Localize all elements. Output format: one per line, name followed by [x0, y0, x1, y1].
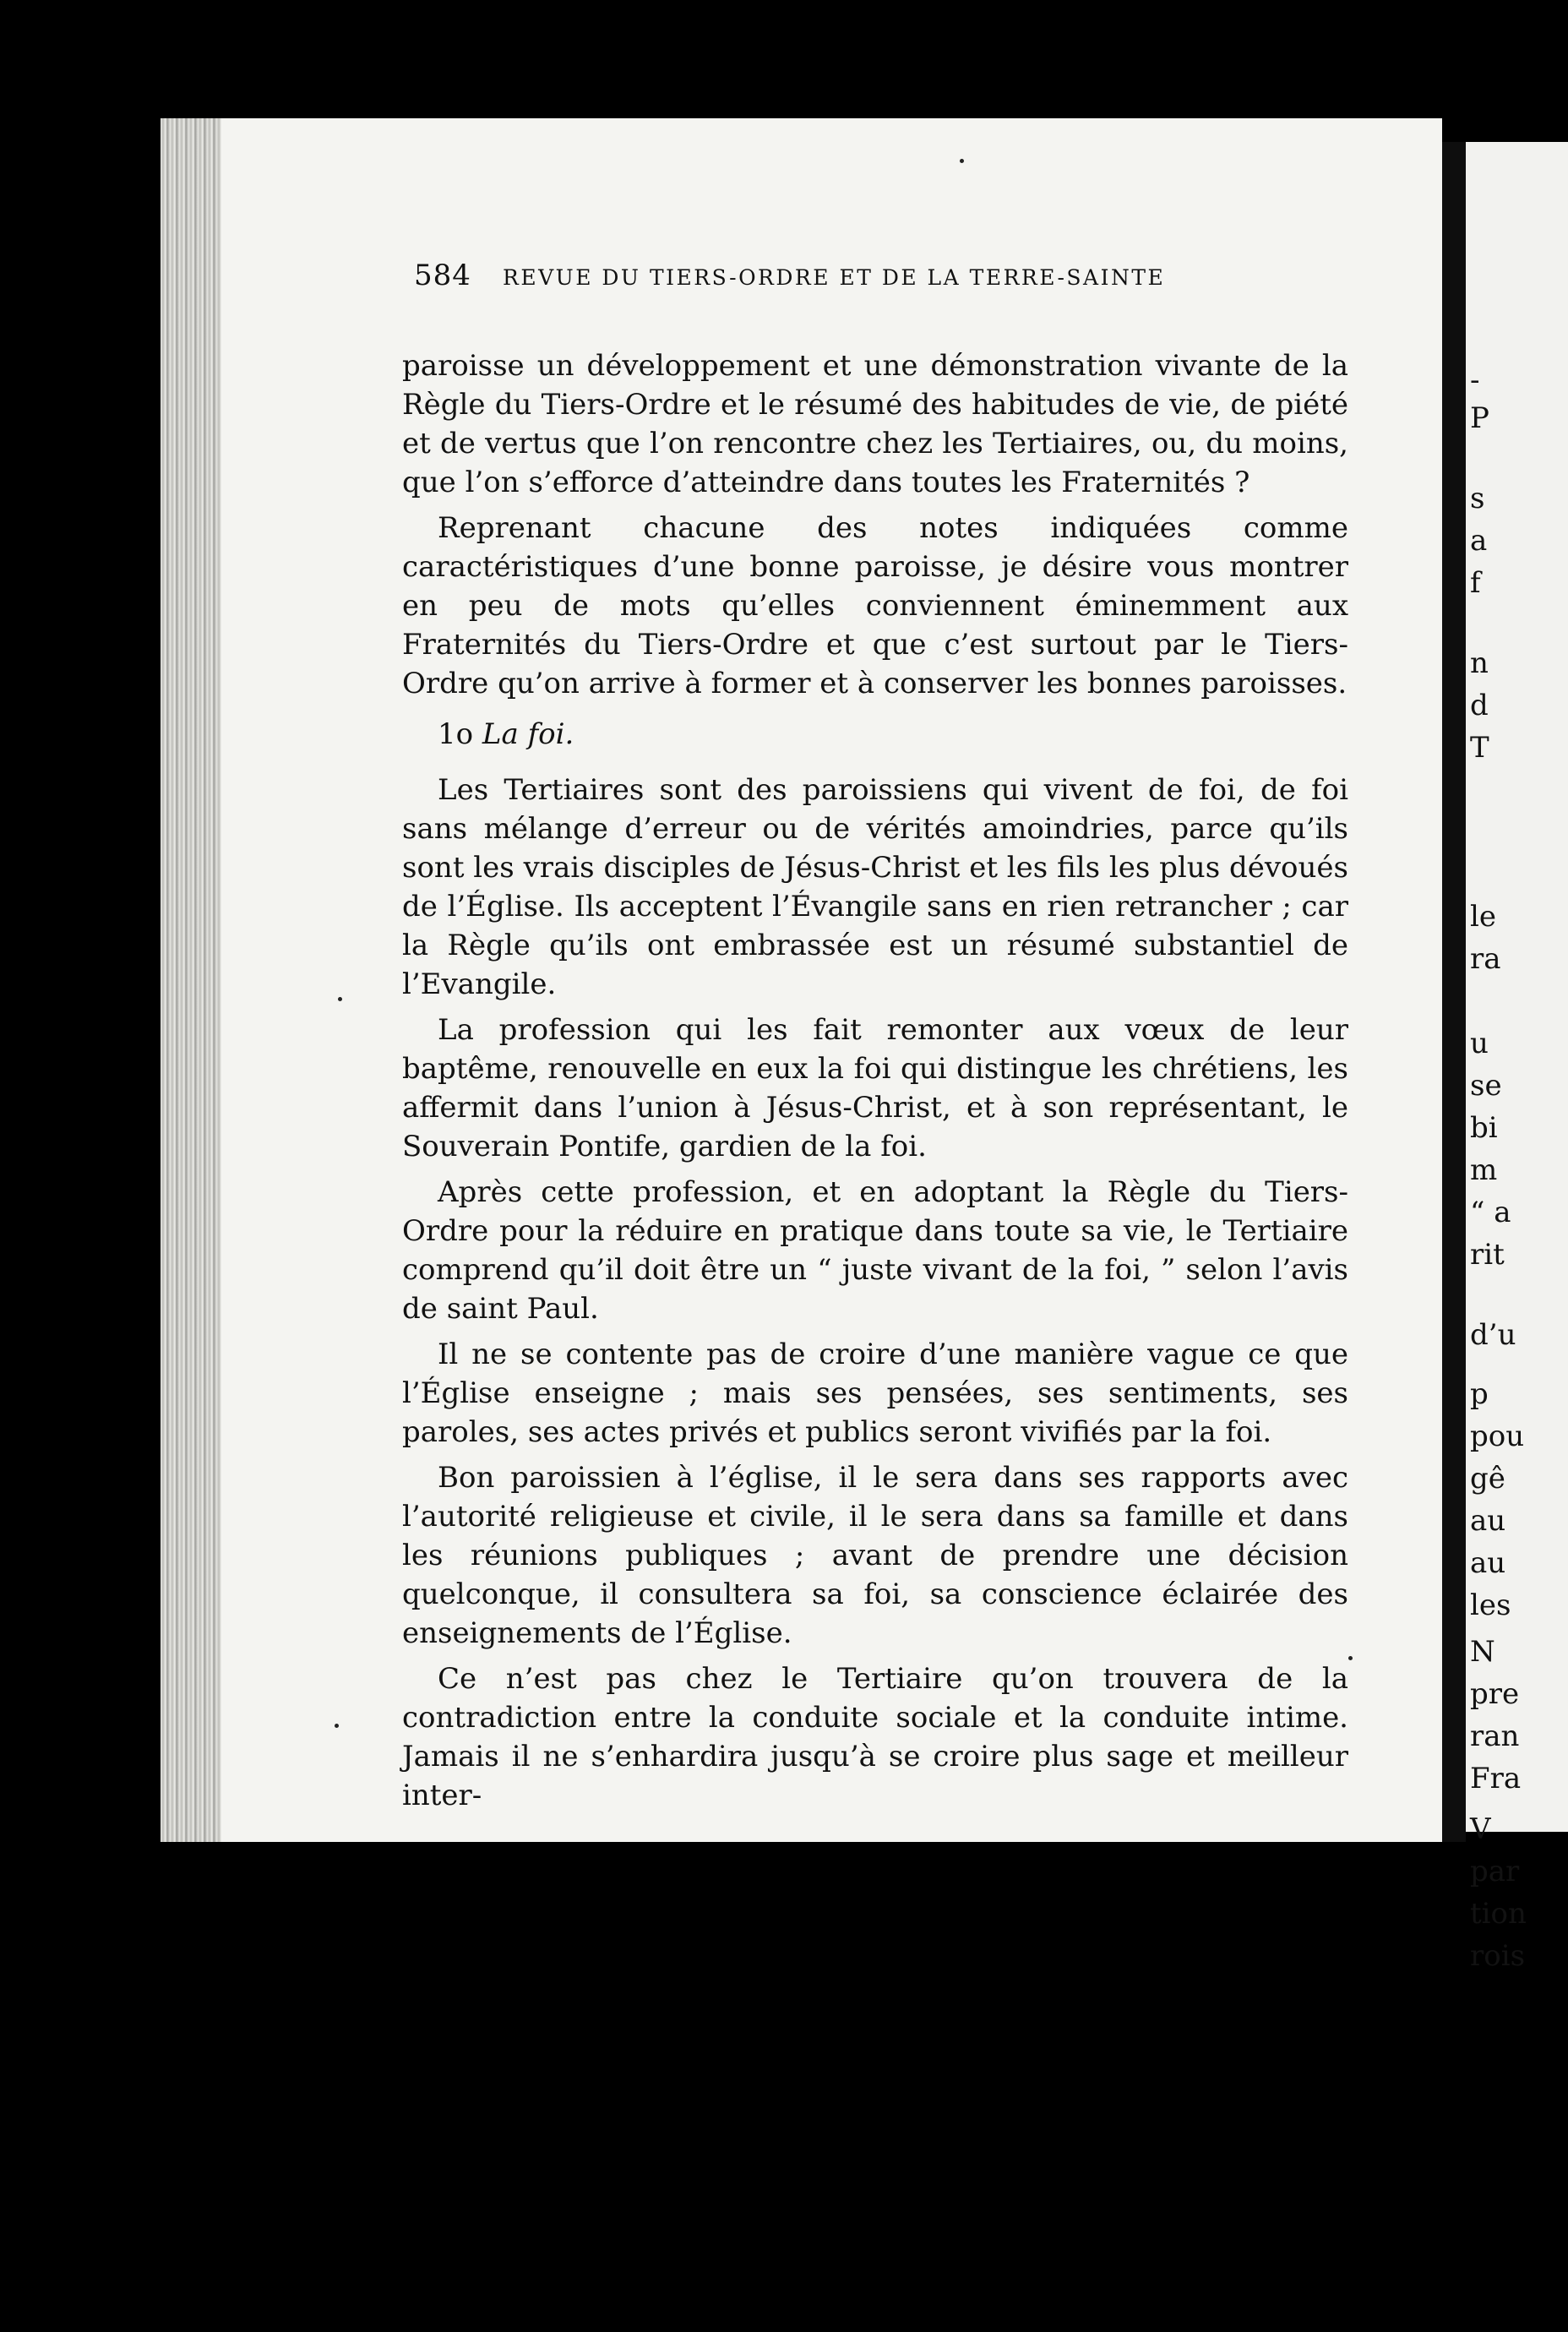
adjacent-fragment: - — [1470, 363, 1480, 397]
paragraph-5: Après cette profession, et en adoptant la Règle du Tiers-Ordre pour la réduire en pratique dans toute sa vie, le Tertiaire comprend qu’il doit être un “ juste vivant de la foi, ” selon l’avis de saint Paul. — [402, 1175, 1348, 1326]
adjacent-fragment: se — [1470, 1069, 1502, 1103]
adjacent-fragment: ra — [1470, 942, 1501, 976]
adjacent-fragment: les — [1470, 1588, 1511, 1622]
adjacent-fragment: pou — [1470, 1419, 1525, 1453]
adjacent-fragment: Fra — [1470, 1762, 1522, 1795]
adjacent-fragment: pre — [1470, 1677, 1520, 1711]
adjacent-fragment: par — [1470, 1855, 1520, 1888]
paragraph-3: Les Tertiaires sont des paroissiens qui vivent de foi, de foi sans mélange d’erreur ou de vérités amoindries, parce qu’ils sont les vrais disciples de Jésus-Christ et les fils les plus dévoués de l’Église. Ils acceptent l’Évangile sans en rien retrancher ; car la Règle qu’ils ont embrassée est un résumé substantiel de l’Evangile. — [402, 773, 1348, 1001]
adjacent-fragment: le — [1470, 900, 1496, 934]
paragraph-2: Reprenant chacune des notes indiquées comme caractéristiques d’une bonne paroisse, je désire vous montrer en peu de mots qu’elles conviennent éminemment aux Fraternités du Tiers-Ordre et que c’est surtout par le Tiers-Ordre qu’on arrive à former et à conserver les bonnes paroisses. — [402, 511, 1348, 700]
scan-speck — [338, 997, 342, 1001]
adjacent-fragment: tion — [1470, 1897, 1527, 1931]
scan-speck — [960, 159, 964, 163]
adjacent-fragment: V — [1470, 1812, 1491, 1846]
adjacent-fragment: gê — [1470, 1462, 1505, 1496]
paragraph-8: Ce n’est pas chez le Tertiaire qu’on trouvera de la contradiction entre la conduite sociale et la conduite intime. Jamais il ne s’enhardira jusqu’à se croire plus sage et meilleur inter- — [402, 1662, 1348, 1812]
page-header — [414, 259, 1309, 292]
scan-speck — [335, 1724, 339, 1728]
adjacent-fragment: rois — [1470, 1939, 1526, 1973]
adjacent-fragment: T — [1470, 731, 1489, 765]
body-text — [402, 346, 1348, 1822]
adjacent-fragment: d’u — [1470, 1318, 1516, 1352]
adjacent-fragment: u — [1470, 1027, 1489, 1060]
adjacent-fragment: s — [1470, 482, 1485, 515]
adjacent-fragment: m — [1470, 1153, 1498, 1187]
adjacent-fragment: a — [1470, 524, 1488, 558]
section-heading — [402, 715, 1348, 754]
paragraph-1: paroisse un développement et une démonstration vivante de la Règle du Tiers-Ordre et le résumé des habitudes de vie, de piété et de vertus que l’on rencontre chez les Tertiaires, ou, du moins, que l’on s’efforce d’atteindre dans toutes les Fraternités ? — [402, 349, 1348, 499]
adjacent-fragment: au — [1470, 1504, 1506, 1538]
paragraph-6: Il ne se contente pas de croire d’une manière vague ce que l’Église enseigne ; mais ses pensées, ses sentiments, ses paroles, ses actes privés et publics seront vivifiés par la foi. — [402, 1338, 1348, 1449]
adjacent-fragment: P — [1470, 401, 1489, 435]
section-title: La foi. — [482, 717, 574, 751]
scan-speck — [1348, 1656, 1353, 1660]
running-title: REVUE DU TIERS-ORDRE ET DE LA TERRE-SAINTE — [503, 265, 1166, 290]
adjacent-fragment: rit — [1470, 1238, 1505, 1272]
adjacent-fragment: N — [1470, 1635, 1495, 1669]
page-number: 584 — [414, 259, 471, 292]
adjacent-fragment: ran — [1470, 1719, 1520, 1753]
adjacent-fragment: f — [1470, 566, 1481, 600]
adjacent-fragment: bi — [1470, 1111, 1498, 1145]
adjacent-fragment: “ a — [1470, 1196, 1511, 1229]
section-numeral: 1o — [438, 717, 474, 751]
adjacent-fragment: au — [1470, 1546, 1506, 1580]
adjacent-fragment: n — [1470, 646, 1489, 680]
adjacent-fragment: p — [1470, 1377, 1489, 1411]
adjacent-fragment: d — [1470, 689, 1489, 722]
paragraph-4: La profession qui les fait remonter aux vœux de leur baptême, renouvelle en eux la foi qui distingue les chrétiens, les affermit dans l’union à Jésus-Christ, et à son représentant, le Souverain Pontife, gardien de la foi. — [402, 1013, 1348, 1163]
paragraph-7: Bon paroissien à l’église, il le sera dans ses rapports avec l’autorité religieuse et civile, il le sera dans sa famille et dans les réunions publiques ; avant de prendre une décision quelconque, il consultera sa foi, sa conscience éclairée des enseignements de l’Église. — [402, 1461, 1348, 1650]
page-gutter-shadow — [1442, 142, 1466, 1842]
